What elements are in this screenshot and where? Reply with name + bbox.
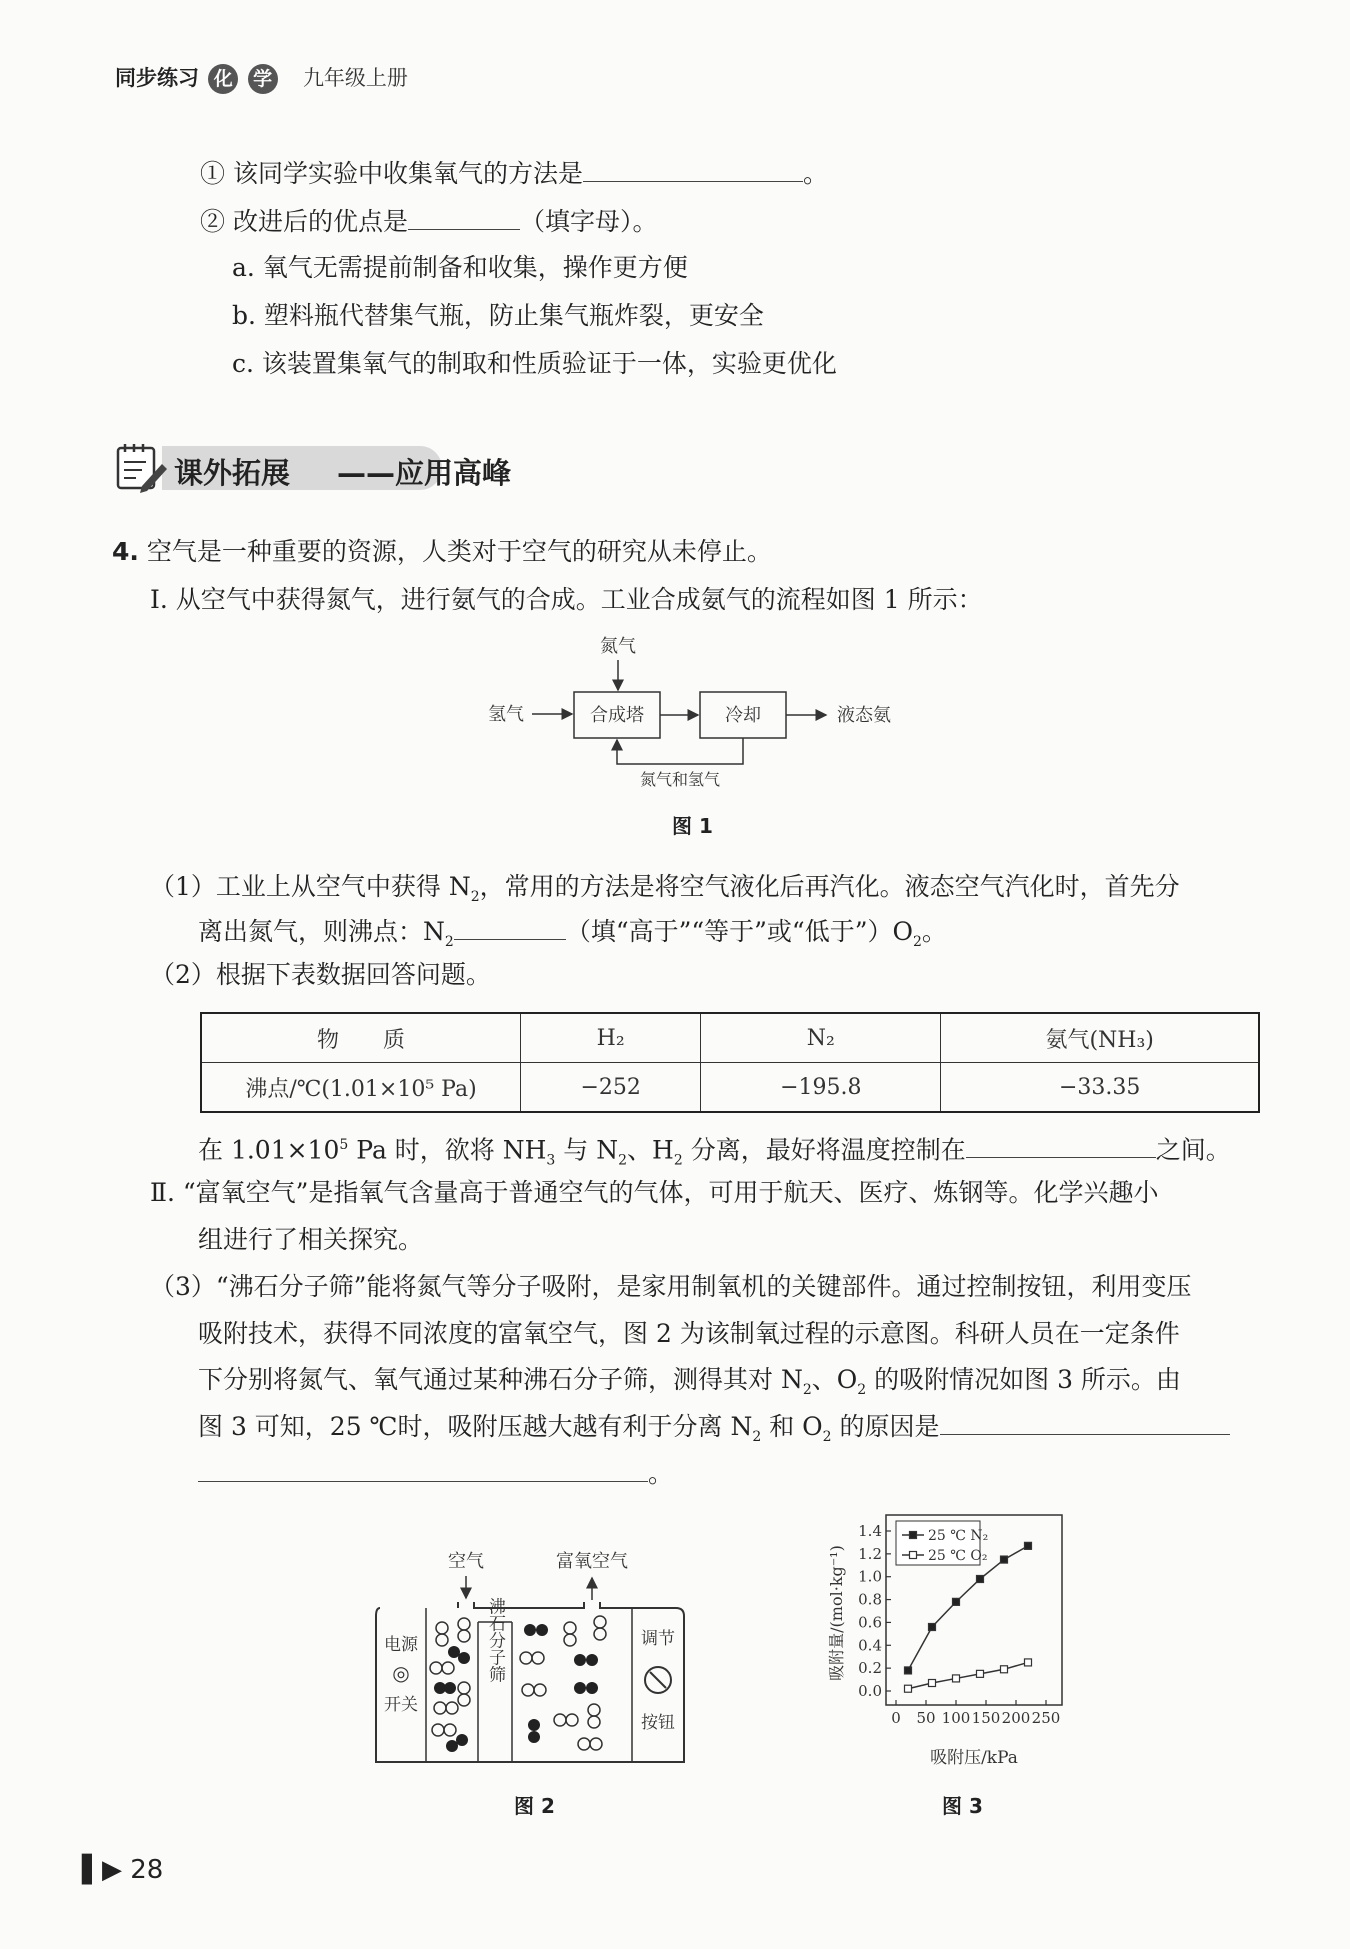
answer-blank[interactable] — [583, 157, 803, 182]
fig2-power-symbol: ◎ — [392, 1661, 410, 1685]
q4-part-2-line1: Ⅱ. “富氧空气”是指氧气含量高于普通空气的气体，可用于航天、医疗、炼钢等。化学兴趣小 — [150, 1178, 1159, 1207]
table-cell: N₂ — [701, 1013, 941, 1063]
x-tick-label: 150 — [971, 1709, 1001, 1727]
data-point — [1001, 1556, 1008, 1563]
q4-sub1-line1: （1）工业上从空气中获得 $N_2$，常用的方法是将空气液化后再汽化。液态空气汽化时，首先分 — [150, 872, 1180, 905]
fig1-loop-label: 氮气和氢气 — [639, 770, 721, 789]
x-tick-label: 0 — [891, 1709, 901, 1727]
q4-sub3-line5: 。 — [198, 1457, 673, 1489]
q3-item-2: ② 改进后的优点是 （填字母）。 — [200, 207, 658, 236]
figure-3-caption: 图 3 — [942, 1794, 983, 1818]
data-point — [977, 1670, 984, 1677]
data-point — [977, 1576, 984, 1583]
table-cell: 物 质 — [201, 1013, 521, 1063]
notepad-pencil-icon — [112, 442, 170, 494]
fig2-sieve-label: 沸石分子筛 — [485, 1597, 505, 1683]
section-subtitle: ——应用高峰 — [337, 456, 512, 490]
page-footer — [82, 1855, 163, 1885]
figure-3-chart — [820, 1505, 1100, 1795]
data-point — [1001, 1666, 1008, 1673]
molecules-right-filled — [524, 1624, 598, 1743]
subject-char-2: 学 — [248, 64, 278, 94]
section-title: 课外拓展 — [174, 456, 291, 490]
x-tick-label: 50 — [916, 1709, 936, 1727]
data-point — [929, 1680, 936, 1687]
figure-2-caption: 图 2 — [514, 1794, 555, 1818]
y-tick-label: 1.2 — [858, 1544, 882, 1563]
q3-option-a: a. 氧气无需提前制备和收集，操作更方便 — [232, 253, 688, 282]
fig2-switch-label: 开关 — [384, 1695, 418, 1715]
x-tick-label: 200 — [1001, 1709, 1031, 1727]
running-header — [115, 62, 408, 94]
y-tick-label: 0.4 — [858, 1636, 882, 1655]
legend-marker — [910, 1532, 917, 1539]
x-tick-label: 100 — [941, 1709, 971, 1727]
figure-1-flowchart — [470, 628, 910, 798]
y-tick-label: 0.2 — [858, 1659, 882, 1678]
legend-label: 25 ℃ N₂ — [928, 1528, 989, 1544]
boiling-point-table — [200, 1012, 1260, 1113]
page-number: 28 — [130, 1855, 164, 1885]
answer-blank[interactable] — [408, 205, 520, 230]
data-point — [929, 1624, 936, 1631]
table-header-row — [201, 1013, 1259, 1063]
table-row — [201, 1063, 1259, 1113]
table-cell: 氨气(NH₃) — [941, 1013, 1259, 1063]
subject-char-1: 化 — [208, 64, 238, 94]
answer-blank[interactable] — [454, 915, 566, 940]
y-tick-label: 1.0 — [858, 1567, 882, 1586]
fig2-button-label: 按钮 — [641, 1713, 675, 1733]
q4-sub3-line2: 吸附技术，获得不同浓度的富氧空气，图 2 为该制氧过程的示意图。科研人员在一定条件 — [198, 1319, 1180, 1348]
fig2-adjust-label: 调节 — [641, 1629, 675, 1649]
data-point — [905, 1667, 912, 1674]
fig1-box-synthesis: 合成塔 — [590, 705, 644, 726]
x-tick-label: 250 — [1031, 1709, 1061, 1727]
q4-stem: 4. 空气是一种重要的资源，人类对于空气的研究从未停止。 — [112, 537, 772, 566]
answer-blank[interactable] — [940, 1410, 1230, 1435]
q4-sub3-line1: （3）“沸石分子筛”能将氮气等分子吸附，是家用制氧机的关键部件。通过控制按钮，利用变压 — [150, 1272, 1192, 1301]
molecules-left — [430, 1618, 470, 1736]
q4-part-2-line2: 组进行了相关探究。 — [198, 1225, 424, 1254]
fig2-air-in-label: 空气 — [448, 1551, 484, 1572]
fig2-power-label: 电源 — [384, 1635, 418, 1655]
legend-label: 25 ℃ O₂ — [928, 1548, 988, 1564]
fig1-input-left: 氢气 — [488, 704, 524, 725]
page-arrow-icon: ▌▶ — [82, 1855, 122, 1885]
q4-part-1: Ⅰ. 从空气中获得氮气，进行氨气的合成。工业合成氨气的流程如图 1 所示： — [150, 585, 983, 614]
q4-sub2-question: 在 $1.01\times 10^5$ Pa 时，欲将 $NH_3$ 与 $N_2$、$H_2$ 分离，最好将温度控制在 之间。 — [198, 1135, 1231, 1169]
data-point — [953, 1598, 960, 1605]
grade-label: 九年级上册 — [302, 66, 408, 90]
q4-sub3-line3: 下分别将氮气、氧气通过某种沸石分子筛，测得其对 $N_2$、$O_2$ 的吸附情况如图 3 所示。由 — [198, 1365, 1181, 1398]
answer-blank[interactable] — [198, 1457, 648, 1482]
q4-sub1-line2: 离出氮气，则沸点：$N_2$ （填“高于”“等于”或“低于$”)O_2$。 — [198, 917, 947, 950]
data-point — [953, 1675, 960, 1682]
q4-sub2: （2）根据下表数据回答问题。 — [150, 960, 491, 989]
table-cell: 沸点/℃(1.01×10⁵ Pa) — [201, 1063, 521, 1113]
y-tick-label: 0.6 — [858, 1613, 882, 1632]
answer-blank[interactable] — [966, 1133, 1156, 1158]
figure-1-caption: 图 1 — [672, 814, 713, 838]
fig1-output: 液态氨 — [837, 705, 891, 726]
legend-marker — [910, 1552, 917, 1559]
series-line-2 — [908, 1662, 1028, 1688]
x-axis-ticks — [891, 1700, 1060, 1727]
q3-option-b: b. 塑料瓶代替集气瓶，防止集气瓶炸裂，更安全 — [232, 301, 764, 330]
table-cell: H₂ — [521, 1013, 701, 1063]
q3-item-1: ① 该同学实验中收集氧气的方法是 。 — [200, 159, 828, 188]
fig1-box-cooling: 冷却 — [725, 705, 761, 726]
y-axis-label: 吸附量/(mol·kg⁻¹) — [827, 1545, 846, 1681]
y-tick-label: 1.4 — [858, 1522, 882, 1540]
x-axis-label: 吸附压/kPa — [930, 1748, 1018, 1768]
fig1-input-top: 氮气 — [600, 636, 636, 657]
figure-2-oxygen-machine — [370, 1540, 690, 1780]
fig2-air-out-label: 富氧空气 — [556, 1551, 628, 1572]
data-point — [1025, 1659, 1032, 1666]
series-title: 同步练习 — [115, 66, 199, 90]
y-tick-label: 0.8 — [858, 1590, 882, 1609]
data-point — [905, 1685, 912, 1692]
y-tick-label: 0.0 — [858, 1682, 882, 1700]
q4-sub3-line4: 图 3 可知，25 ℃时，吸附压越大越有利于分离 $N_2$ 和 $O_2$ 的原因是 — [198, 1410, 1230, 1452]
table-cell: −252 — [521, 1063, 701, 1113]
table-cell: −33.35 — [941, 1063, 1259, 1113]
table-cell: −195.8 — [701, 1063, 941, 1113]
q3-option-c: c. 该装置集氧气的制取和性质验证于一体，实验更优化 — [232, 349, 837, 378]
data-point — [1025, 1542, 1032, 1549]
legend — [896, 1521, 988, 1565]
